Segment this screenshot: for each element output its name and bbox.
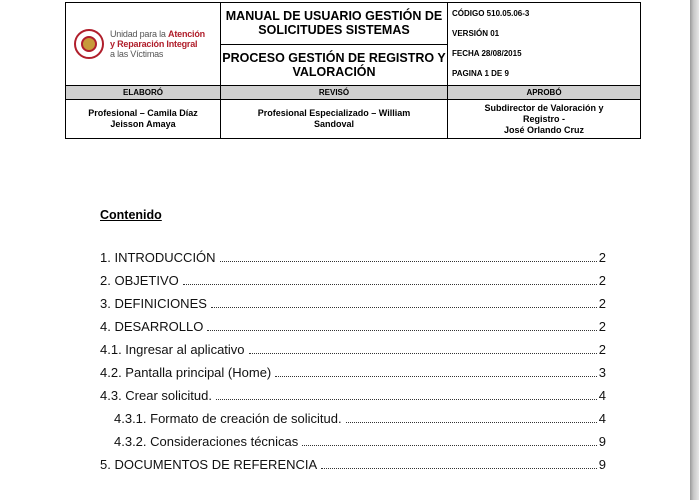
reviso-names: Profesional Especializado – William Sandoval [221, 100, 448, 139]
date-label: FECHA 28/08/2015 [452, 49, 522, 58]
toc-entry[interactable]: 3. DEFINICIONES 2 [100, 296, 606, 311]
toc-entry[interactable]: 2. OBJETIVO 2 [100, 273, 606, 288]
toc-entry[interactable]: 5. DOCUMENTOS DE REFERENCIA 9 [100, 457, 606, 472]
table-of-contents [100, 250, 606, 480]
toc-title: Contenido [100, 208, 162, 222]
page-label: PAGINA 1 DE 9 [452, 69, 509, 78]
toc-entry[interactable]: 1. INTRODUCCIÓN 2 [100, 250, 606, 265]
toc-entry[interactable]: 4.3. Crear solicitud. 4 [100, 388, 606, 403]
reviso-header: REVISÓ [221, 86, 448, 100]
code-label: CÓDIGO 510.05.06-3 [452, 9, 530, 18]
aprobo-names: Subdirector de Valoración y Registro - José Orlando Cruz [448, 100, 641, 139]
process-title: PROCESO GESTIÓN DE REGISTRO Y VALORACIÓN [221, 44, 448, 86]
colombia-seal-icon [74, 29, 104, 59]
version-label: VERSIÓN 01 [452, 29, 500, 38]
aprobo-header: APROBÓ [448, 86, 641, 100]
document-header-table [65, 2, 641, 139]
toc-entry[interactable]: 4.2. Pantalla principal (Home) 3 [100, 365, 606, 380]
toc-entry[interactable]: 4. DESARROLLO 2 [100, 319, 606, 334]
manual-title: MANUAL DE USUARIO GESTIÓN DE SOLICITUDES SISTEMAS [221, 3, 448, 45]
agency-logo-text: Unidad para la Atención y Reparación Integral a las Víctimas [110, 29, 205, 59]
toc-entry[interactable]: 4.1. Ingresar al aplicativo 2 [100, 342, 606, 357]
elaboro-header: ELABORÓ [66, 86, 221, 100]
toc-entry[interactable]: 4.3.2. Consideraciones técnicas 9 [114, 434, 606, 449]
logo-cell [66, 3, 221, 86]
elaboro-names: Profesional – Camila Díaz Jeisson Amaya [66, 100, 221, 139]
toc-entry[interactable]: 4.3.1. Formato de creación de solicitud. 4 [114, 411, 606, 426]
page-edge-shadow [690, 0, 699, 500]
document-control-cell [448, 3, 641, 86]
